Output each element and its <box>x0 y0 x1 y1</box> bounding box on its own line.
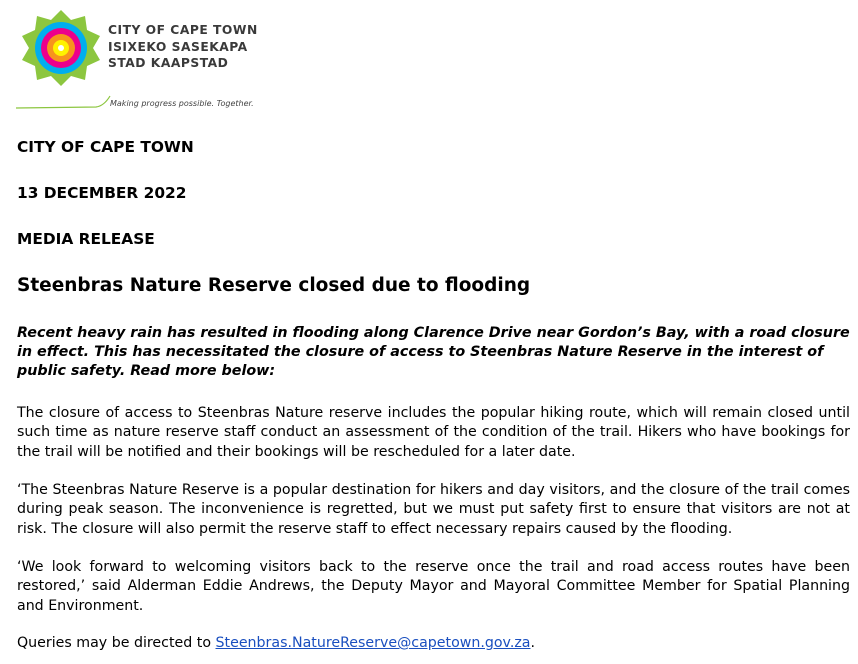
queries-line <box>17 634 850 653</box>
queries-prefix: Queries may be directed to <box>17 635 216 651</box>
logo-line-afrikaans: STAD KAAPSTAD <box>108 56 229 70</box>
swoosh-icon <box>16 92 116 112</box>
release-title: Steenbras Nature Reserve closed due to flooding <box>17 275 531 296</box>
body-paragraph: ‘The Steenbras Nature Reserve is a popular destination for hikers and day visitors, and the closure of the trail comes during peak season. The inconvenience is regretted, but we must put safety first to ensure that visitors are not at risk. The closure will also permit the reserve staff to effect necessary repairs caused by the flooding. <box>17 482 850 537</box>
queries-suffix: . <box>530 635 536 651</box>
logo-tagline: Making progress possible. Together. <box>110 99 254 108</box>
logo-wordmark <box>108 22 258 72</box>
logo-line-xhosa: ISIXEKO SASEKAPA <box>108 39 248 54</box>
release-date: 13 DECEMBER 2022 <box>17 184 187 202</box>
city-emblem-icon <box>16 8 106 92</box>
logo-line-english: CITY OF CAPE TOWN <box>108 23 258 37</box>
email-link[interactable]: Steenbras.NatureReserve@capetown.gov.za <box>215 635 531 651</box>
lead-paragraph: Recent heavy rain has resulted in flooding along Clarence Drive near Gordon’s Bay, with a road closure in effect. This has necessitated the closure of access to Steenbras Nature Reserve in the interest of public safety. Read more below: <box>17 325 850 379</box>
release-type: MEDIA RELEASE <box>17 230 155 248</box>
organisation-heading: CITY OF CAPE TOWN <box>17 138 194 156</box>
city-logo <box>16 8 276 112</box>
body-paragraph: ‘We look forward to welcoming visitors back to the reserve once the trail and road access routes have been restored,’ said Alderman Eddie Andrews, the Deputy Mayor and Mayoral Committee Member for Spatial Planning and Environment. <box>17 559 850 614</box>
body-paragraph: The closure of access to Steenbras Nature reserve includes the popular hiking route, which will remain closed until such time as nature reserve staff conduct an assessment of the condition of the trail. Hikers who have bookings for the trail will be notified and their bookings will be rescheduled for a later date. <box>17 405 850 460</box>
